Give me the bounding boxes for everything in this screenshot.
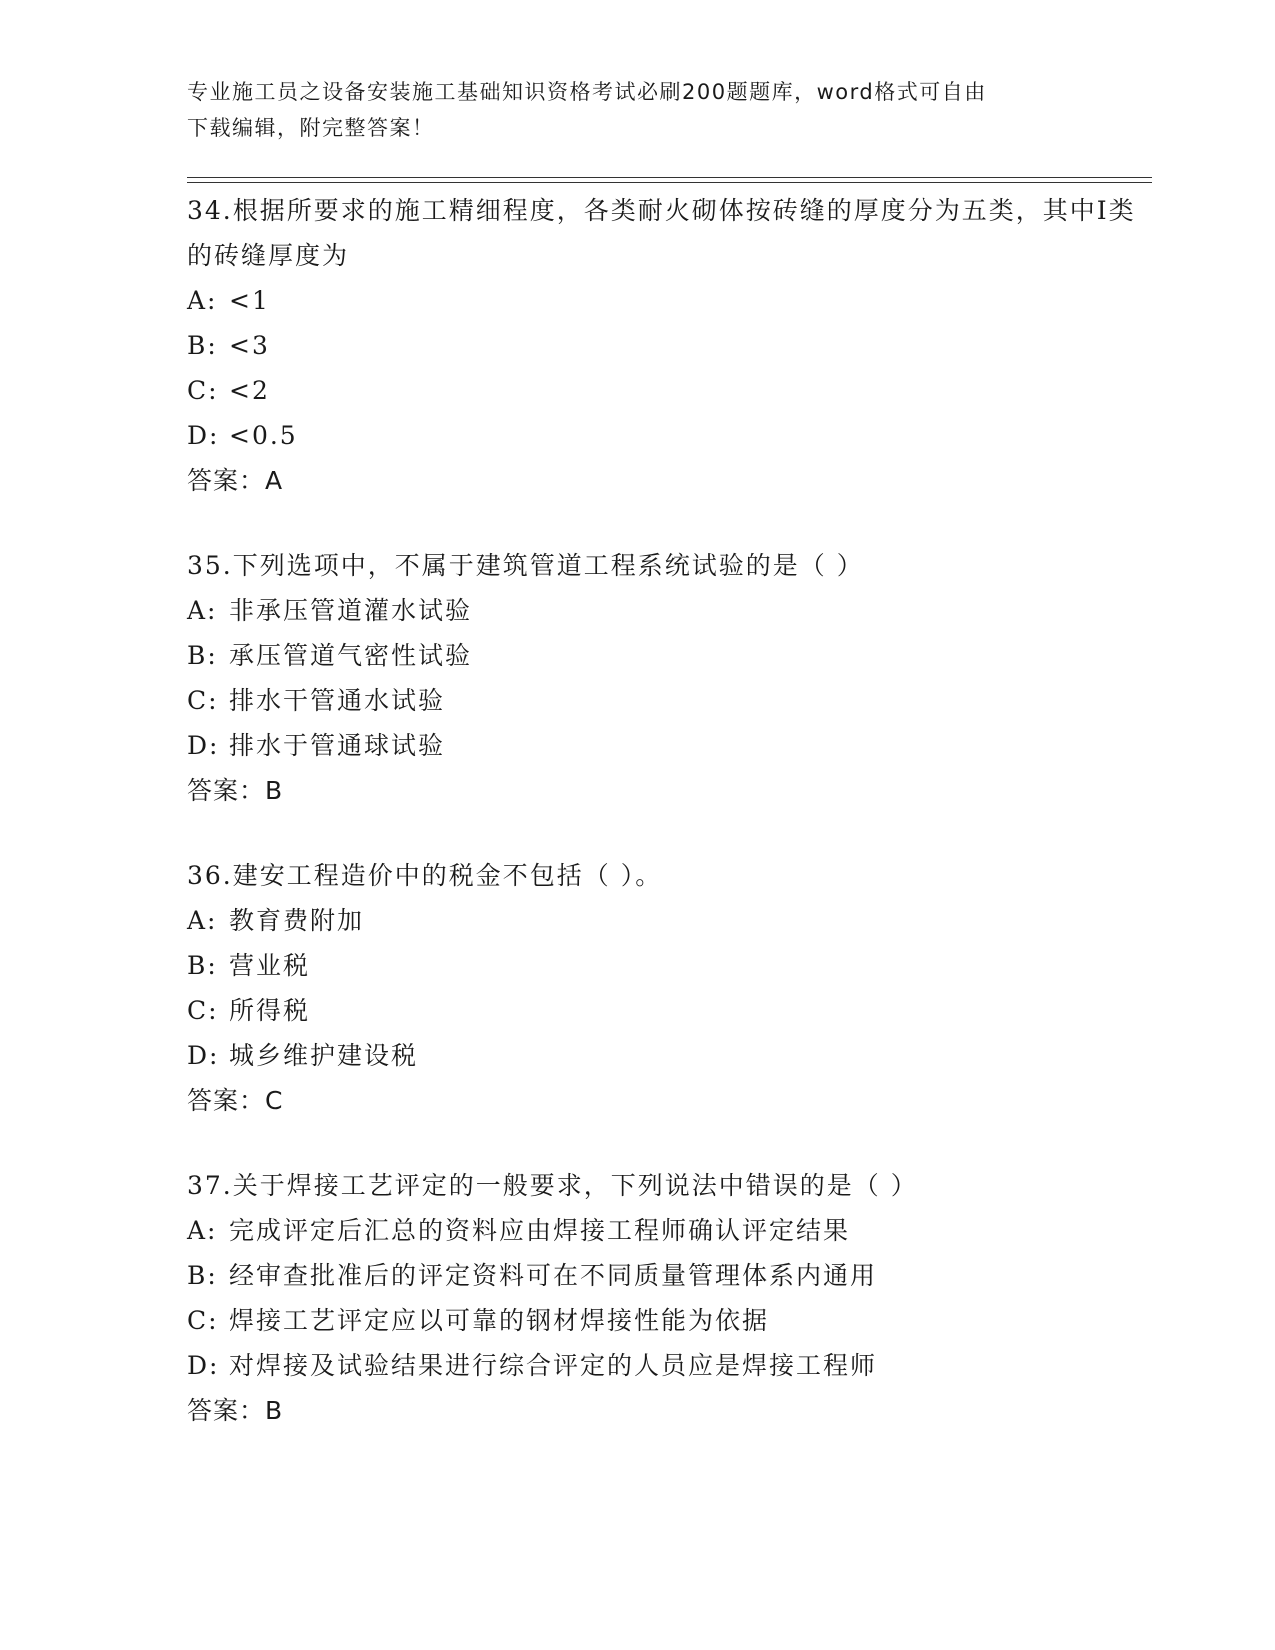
- answer-line: 答案：C: [187, 1086, 284, 1115]
- option-letter: A:: [187, 286, 218, 315]
- option-letter: D:: [187, 421, 220, 450]
- option-text: 非承压管道灌水试验: [229, 596, 473, 625]
- option-a: [187, 1208, 1147, 1253]
- option-text: 排水于管通球试验: [229, 731, 446, 760]
- option-letter: D:: [187, 1041, 220, 1070]
- option-text: 经审查批准后的评定资料可在不同质量管理体系内通用: [229, 1261, 878, 1290]
- option-a: [187, 898, 1147, 943]
- option-letter: A:: [187, 1216, 218, 1245]
- option-letter: B:: [187, 951, 218, 980]
- option-c: [187, 988, 1147, 1033]
- option-letter: A:: [187, 596, 218, 625]
- option-b: [187, 1253, 1147, 1298]
- option-letter: C:: [187, 996, 219, 1025]
- option-d: [187, 723, 1147, 768]
- header-divider-top: [187, 177, 1152, 178]
- option-text: <2: [229, 376, 270, 405]
- option-d: [187, 413, 1147, 458]
- question-stem: 36.建安工程造价中的税金不包括（ ）。: [187, 861, 663, 890]
- option-letter: B:: [187, 331, 218, 360]
- option-b: [187, 323, 1147, 368]
- header-divider-bottom: [187, 182, 1152, 183]
- option-c: [187, 678, 1147, 723]
- option-letter: A:: [187, 906, 218, 935]
- option-d: [187, 1343, 1147, 1388]
- answer-line: 答案：B: [187, 776, 284, 805]
- answer-line: 答案：A: [187, 466, 284, 495]
- option-letter: C:: [187, 376, 219, 405]
- document-header: [187, 74, 1067, 146]
- question-list: [187, 188, 1147, 1473]
- option-text: 营业税: [229, 951, 311, 980]
- question-37: [187, 1163, 1147, 1433]
- option-c: [187, 368, 1147, 413]
- option-text: 城乡维护建设税: [229, 1041, 419, 1070]
- option-text: <3: [229, 331, 270, 360]
- option-text: 对焊接及试验结果进行综合评定的人员应是焊接工程师: [229, 1351, 878, 1380]
- question-34: [187, 188, 1147, 503]
- option-letter: D:: [187, 1351, 220, 1380]
- option-letter: C:: [187, 686, 219, 715]
- question-stem: 35.下列选项中，不属于建筑管道工程系统试验的是（ ）: [187, 551, 864, 580]
- question-stem: 34.根据所要求的施工精细程度，各类耐火砌体按砖缝的厚度分为五类，其中Ⅰ类的砖缝厚度为: [187, 196, 1136, 270]
- header-title-line-1: 专业施工员之设备安装施工基础知识资格考试必刷200题题库，word格式可自由: [187, 80, 987, 104]
- option-b: [187, 633, 1147, 678]
- header-title-line-2: 下载编辑，附完整答案！: [187, 116, 435, 140]
- option-text: 焊接工艺评定应以可靠的钢材焊接性能为依据: [229, 1306, 770, 1335]
- option-letter: C:: [187, 1306, 219, 1335]
- option-a: [187, 588, 1147, 633]
- option-letter: B:: [187, 641, 218, 670]
- option-d: [187, 1033, 1147, 1078]
- option-a: [187, 278, 1147, 323]
- option-text: 排水干管通水试验: [229, 686, 446, 715]
- option-text: <0.5: [229, 421, 298, 450]
- option-text: 所得税: [229, 996, 311, 1025]
- option-b: [187, 943, 1147, 988]
- option-text: 完成评定后汇总的资料应由焊接工程师确认评定结果: [229, 1216, 851, 1245]
- option-c: [187, 1298, 1147, 1343]
- option-text: <1: [229, 286, 270, 315]
- question-stem: 37.关于焊接工艺评定的一般要求，下列说法中错误的是（ ）: [187, 1171, 918, 1200]
- option-text: 教育费附加: [229, 906, 365, 935]
- option-letter: B:: [187, 1261, 218, 1290]
- option-text: 承压管道气密性试验: [229, 641, 473, 670]
- answer-line: 答案：B: [187, 1396, 284, 1425]
- question-36: [187, 853, 1147, 1123]
- question-35: [187, 543, 1147, 813]
- option-letter: D:: [187, 731, 220, 760]
